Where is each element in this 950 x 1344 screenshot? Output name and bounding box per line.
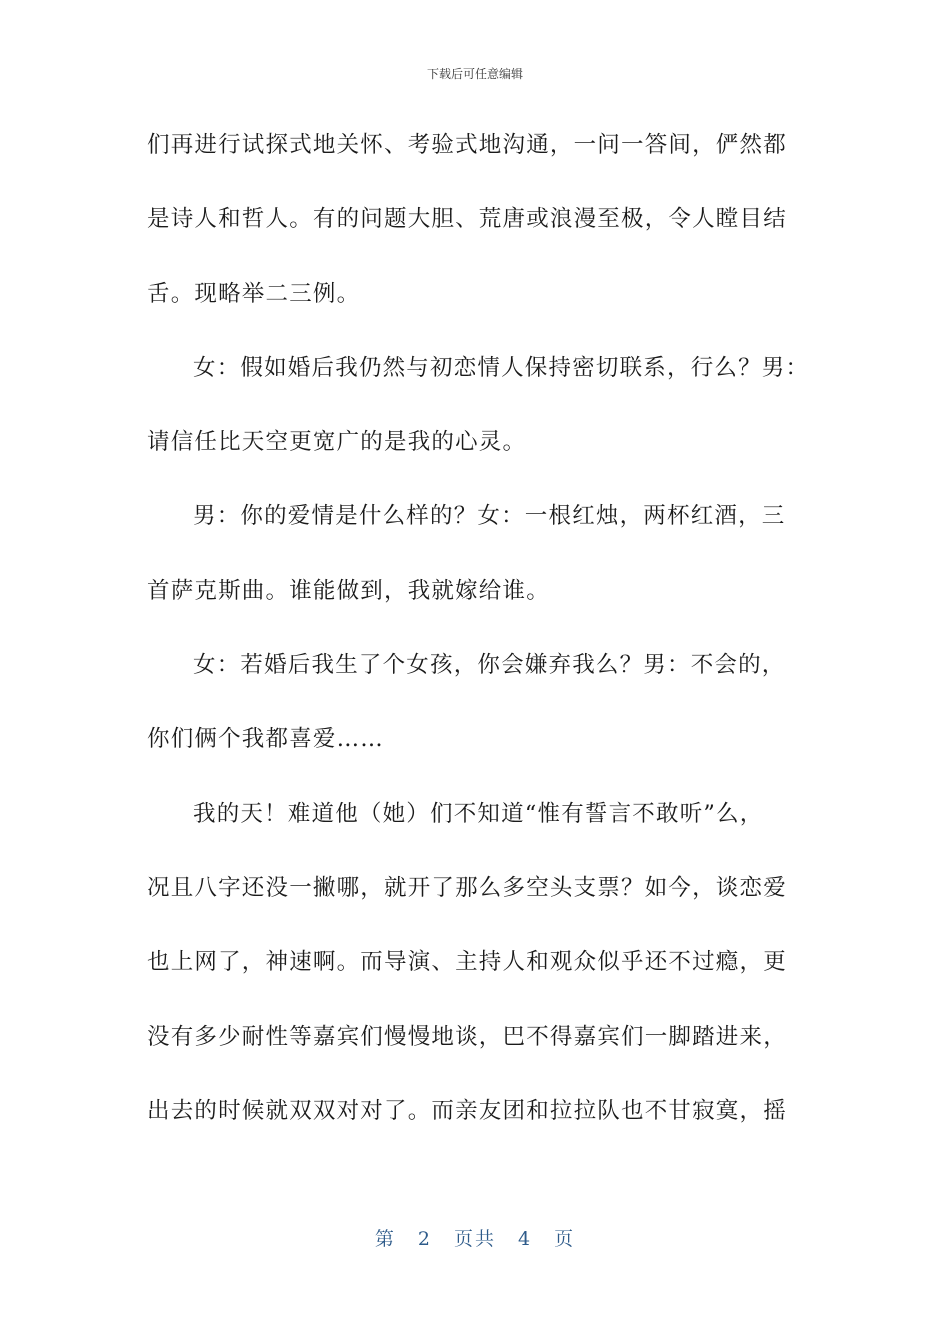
page-header-note: 下载后可任意编辑 xyxy=(426,67,523,81)
text-line-14: 出去的时候就双双对对了。而亲友团和拉拉队也不甘寂寞，摇 xyxy=(147,1097,787,1124)
footer-suffix: 页 xyxy=(554,1228,576,1250)
text-line-3: 舌。现略举二三例。 xyxy=(147,280,361,307)
text-line-7: 首萨克斯曲。谁能做到，我就嫁给谁。 xyxy=(147,577,550,604)
footer-total-pages: 4 xyxy=(518,1228,533,1250)
text-line-1: 们再进行试探式地关怀、考验式地沟通，一问一答间，俨然都 xyxy=(147,132,787,158)
footer-middle: 页共 xyxy=(453,1228,496,1250)
text-line-12: 也上网了，神速啊。而导演、主持人和观众似乎还不过瘾，更 xyxy=(147,949,787,976)
text-line-6: 男：你的爱情是什么样的？女：一根红烛，两杯红酒，三 xyxy=(193,503,786,530)
text-line-2: 是诗人和哲人。有的问题大胆、荒唐或浪漫至极，令人瞠目结 xyxy=(147,206,787,233)
page-number-footer xyxy=(0,1225,950,1253)
text-line-13: 没有多少耐性等嘉宾们慢慢地谈，巴不得嘉宾们一脚踏进来， xyxy=(147,1023,787,1050)
text-line-5: 请信任比天空更宽广的是我的心灵。 xyxy=(147,429,527,456)
text-line-8: 女：若婚后我生了个女孩，你会嫌弃我么？男：不会的， xyxy=(193,652,786,679)
text-line-10: 我的天！难道他（她）们不知道“惟有誓言不敢听”么， xyxy=(193,800,764,827)
document-body xyxy=(147,118,810,1158)
text-line-11: 况且八字还没一撇哪，就开了那么多空头支票？如今，谈恋爱 xyxy=(147,874,787,901)
footer-current-page: 2 xyxy=(417,1228,432,1250)
footer-prefix: 第 xyxy=(374,1228,396,1250)
text-line-4: 女：假如婚后我仍然与初恋情人保持密切联系，行么？男： xyxy=(193,354,810,381)
text-line-9: 你们俩个我都喜爱…… xyxy=(147,726,385,753)
